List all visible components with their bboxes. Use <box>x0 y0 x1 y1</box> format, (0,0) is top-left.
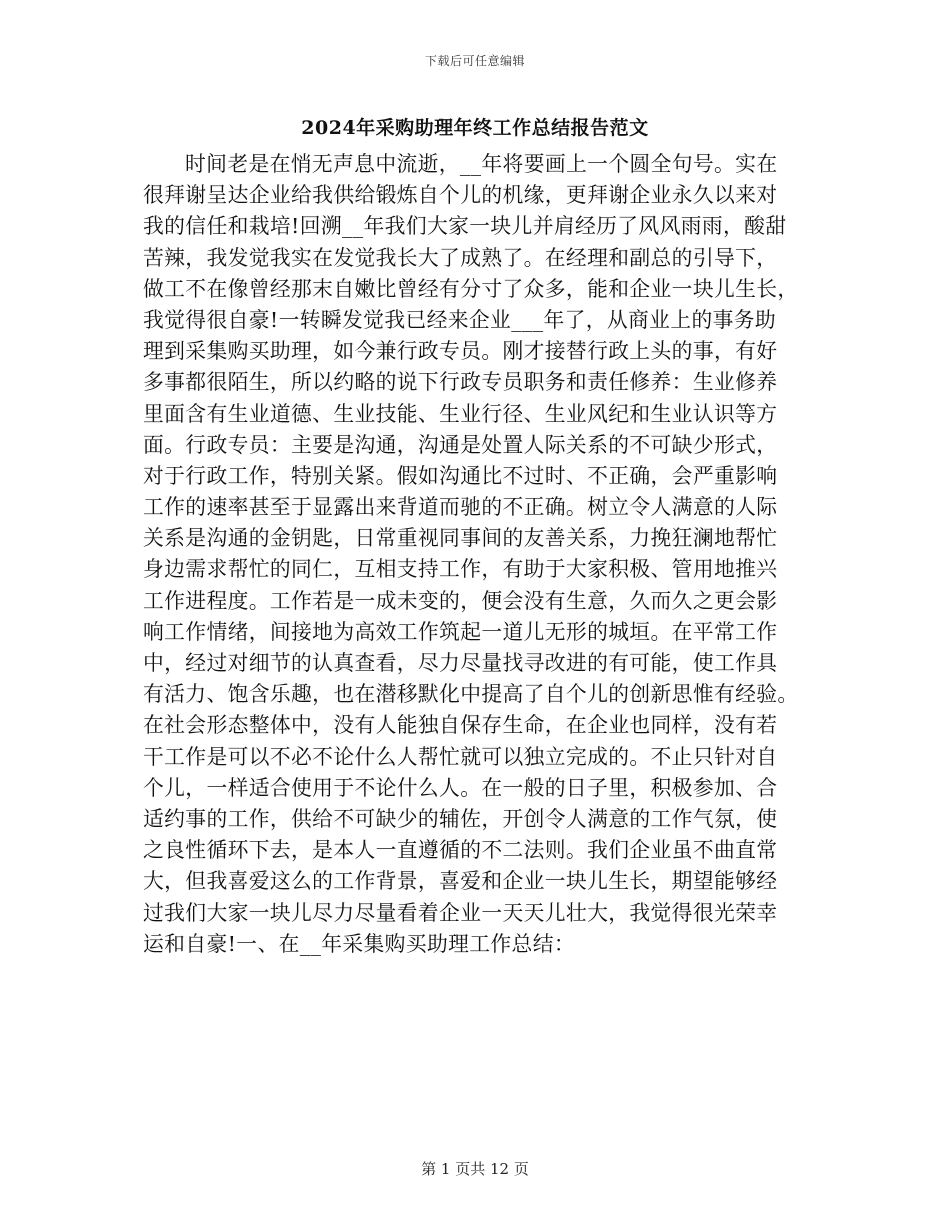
body-line: 之良性循环下去，是本人一直遵循的不二法则。我们企业虽不曲直常 <box>143 838 778 863</box>
body-line: 响工作情绪，间接地为高效工作筑起一道儿无形的城垣。在平常工作 <box>143 619 778 644</box>
body-line: 在社会形态整体中，没有人能独自保存生命，在企业也同样，没有若 <box>143 713 778 738</box>
body-line: 面。行政专员：主要是沟通，沟通是处置人际关系的不可缺少形式， <box>143 432 778 457</box>
body-line: 工作的速率甚至于显露出来背道而驰的不正确。树立令人满意的人际 <box>143 495 778 520</box>
body-line: 中，经过对细节的认真查看，尽力尽量找寻改进的有可能，使工作具 <box>143 651 778 675</box>
body-line: 有活力、饱含乐趣，也在潜移默化中提高了自个儿的创新思惟有经验。 <box>143 682 799 707</box>
body-line: 身边需求帮忙的同仁，互相支持工作，有助于大家积极、管用地推兴 <box>143 557 778 582</box>
body-line: 对于行政工作，特别关紧。假如沟通比不过时、不正确，会严重影响 <box>143 463 778 488</box>
body-line: 里面含有生业道德、生业技能、生业行径、生业风纪和生业认识等方 <box>143 401 778 426</box>
body-line: 时间老是在悄无声息中流逝，__年将要画上一个圆全句号。实在 <box>185 152 778 176</box>
body-line: 多事都很陌生，所以约略的说下行政专员职务和责任修养：生业修养 <box>143 370 778 395</box>
page-header-note: 下载后可任意编辑 <box>424 54 525 68</box>
document-title: 2024年采购助理年终工作总结报告范文 <box>301 117 649 139</box>
body-line: 适约事的工作，供给不可缺少的辅佐，开创令人满意的工作气氛，使 <box>143 806 778 831</box>
body-line: 苦辣，我发觉我实在发觉我长大了成熟了。在经理和副总的引导下， <box>143 245 778 270</box>
body-line: 过我们大家一块儿尽力尽量看着企业一天天儿壮大，我觉得很光荣幸 <box>143 900 778 925</box>
body-line: 干工作是可以不必不论什么人帮忙就可以独立完成的。不止只针对自 <box>143 744 778 769</box>
body-line: 关系是沟通的金钥匙，日常重视同事间的友善关系，力挽狂澜地帮忙 <box>143 526 778 551</box>
body-line: 运和自豪!一、在__年采集购买助理工作总结： <box>143 931 575 956</box>
body-line: 大，但我喜爱这么的工作背景，喜爱和企业一块儿生长，期望能够经 <box>143 869 778 894</box>
body-line: 工作进程度。工作若是一成未变的，便会没有生意，久而久之更会影 <box>143 588 778 613</box>
body-line: 很拜谢呈达企业给我供给锻炼自个儿的机缘，更拜谢企业永久以来对 <box>143 183 778 208</box>
document-body <box>143 149 813 960</box>
body-line: 我的信任和栽培!回溯__年我们大家一块儿并肩经历了风风雨雨，酸甜 <box>143 214 787 239</box>
body-line: 理到采集购买助理，如今兼行政专员。刚才接替行政上头的事，有好 <box>143 339 778 364</box>
page-number-footer: 第 1 页共 12 页 <box>421 1160 529 1178</box>
body-line: 个儿，一样适合使用于不论什么人。在一般的日子里，积极参加、合 <box>143 775 778 800</box>
body-line: 做工不在像曾经那末自嫩比曾经有分寸了众多，能和企业一块儿生长， <box>143 276 799 301</box>
body-line: 我觉得很自豪!一转瞬发觉我已经来企业___年了，从商业上的事务助 <box>143 307 777 332</box>
